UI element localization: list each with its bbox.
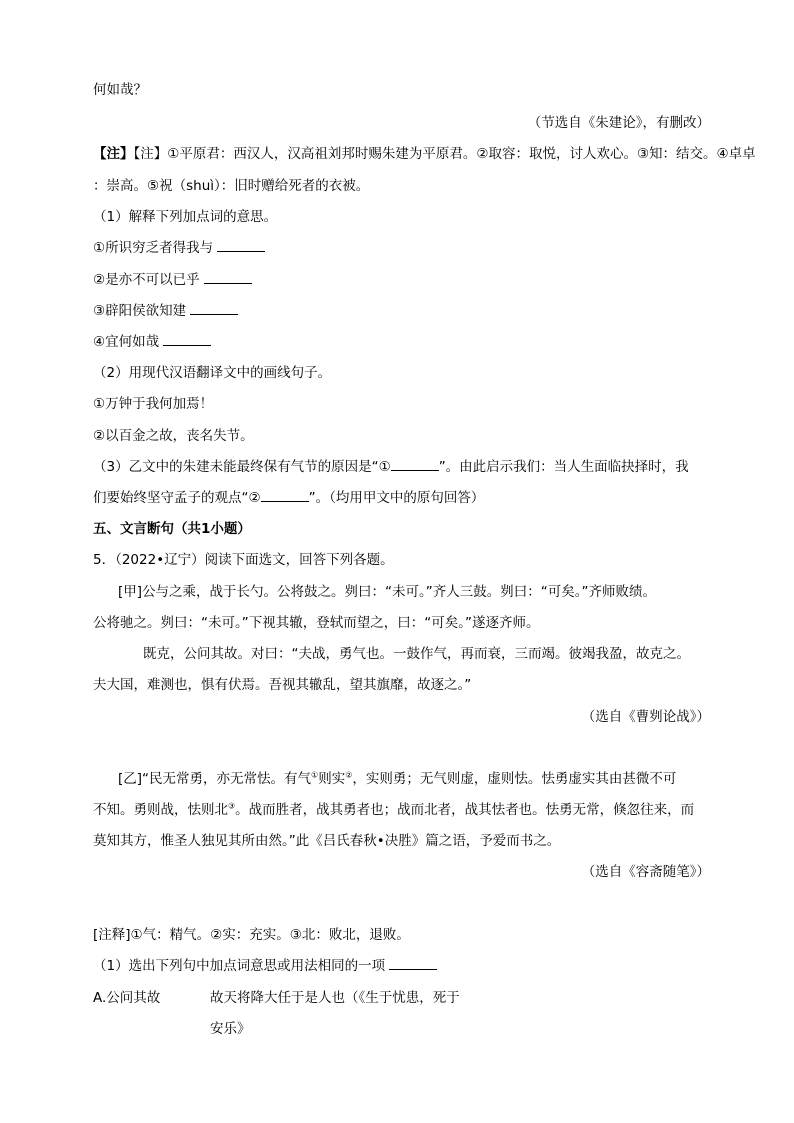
question-2-item-1: ①万钟于我何加焉！ [93,396,214,412]
passage-yi-line-3: 莫知其方，惟圣人独见其所由然。”此《吕氏春秋•决胜》篇之语，予爱而书之。 [93,833,561,849]
answer-blank[interactable] [190,302,238,315]
note-line-yi: [注释]①气：精气。②实：充实。③北：败北，退败。 [93,927,410,943]
section-title: 五、文言断句（共1小题） [93,521,251,537]
answer-blank[interactable] [261,489,309,502]
footnote-marker-3: ③ [228,801,236,811]
note-line-1 [93,144,756,164]
question-2-item-2: ②以百金之故，丧名失节。 [93,428,254,444]
passage-jia-line-4: 夫大国，难测也，惧有伏焉。吾视其辙乱，望其旗靡，故逐之。” [93,677,472,693]
passage-jia-line-2: 公将驰之。刿曰：“未可。”下视其辙，登轼而望之，曰：“可矣。”遂逐齐师。 [93,615,540,631]
question-1-item-3: ③辟阳侯欲知建 [93,301,238,321]
question-1-item-4: ④宜何如哉 [93,332,211,352]
source-citation-1: （节选自《朱建论》，有删改） [527,115,710,131]
option-a-compare-1: 故天将降大任于是人也（《生于忧患，死于 [210,990,460,1006]
passage-jia-line-3: 既克，公问其故。对曰：“夫战，勇气也。一鼓作气，再而衰，三而竭。彼竭我盈，故克之。 [143,646,690,662]
footnote-marker-1: ① [311,770,319,780]
question-1-stem: （1）解释下列加点词的意思。 [93,209,278,225]
question-3-line-1: （3）乙文中的朱建未能最终保有气节的原因是“① ”。由此启示我们：当人生面临抉择时，我 [93,459,689,475]
passage-yi-line-1: [乙]“民无常勇，亦无常怯。有气①则实②，实则勇；无气则虚，虚则怯。怯勇虚实其由甚微不可 [118,770,677,787]
answer-blank[interactable] [204,271,252,284]
question-5-1-stem: （1）选出下列句中加点词意思或用法相同的一项 [93,956,437,976]
passage-jia-line-1: [甲]公与之乘，战于长勺。公将鼓之。刿曰：“未可。”齐人三鼓。刿曰：“可矣。”齐师败绩。 [118,584,657,600]
note-line-2: ：崇高。⑤祝（shuì）：旧时赠给死者的衣被。 [93,178,370,194]
answer-blank[interactable] [389,957,437,970]
note-text-1: 【注】①平原君：西汉人，汉高祖刘邦时赐朱建为平原君。②取容：取悦，讨人欢心。③知：结交。④卓卓 [133,146,756,162]
passage-yi-line-2: 不知。勇则战，怯则北③。战而胜者，战其勇者也；战而北者，战其怯者也。怯勇无常，倏忽往来，而 [93,801,695,818]
answer-blank[interactable] [163,333,211,346]
answer-blank[interactable] [391,458,439,471]
note-tag: 【注】 [93,146,134,162]
passage-end-line: 何如哉？ [93,82,147,98]
question-3-line-2: 们要始终坚守孟子的观点“② ”。（均用甲文中的原句回答） [93,490,485,506]
footnote-marker-2: ② [345,770,353,780]
source-citation-jia: （选自《曹刿论战》） [581,709,710,725]
option-a-label[interactable]: A.公问其故 [93,990,161,1006]
question-5-head: 5．（2022•辽宁）阅读下面选文，回答下列各题。 [93,552,394,568]
source-citation-yi: （选自《容斋随笔》） [581,864,710,880]
answer-blank[interactable] [217,239,265,252]
question-1-item-1: ①所识穷乏者得我与 [93,238,265,258]
question-2-stem: （2）用现代汉语翻译文中的画线句子。 [93,365,332,381]
question-1-item-2: ②是亦不可以已乎 [93,270,252,290]
option-a-compare-2: 安乐》 [210,1021,251,1037]
